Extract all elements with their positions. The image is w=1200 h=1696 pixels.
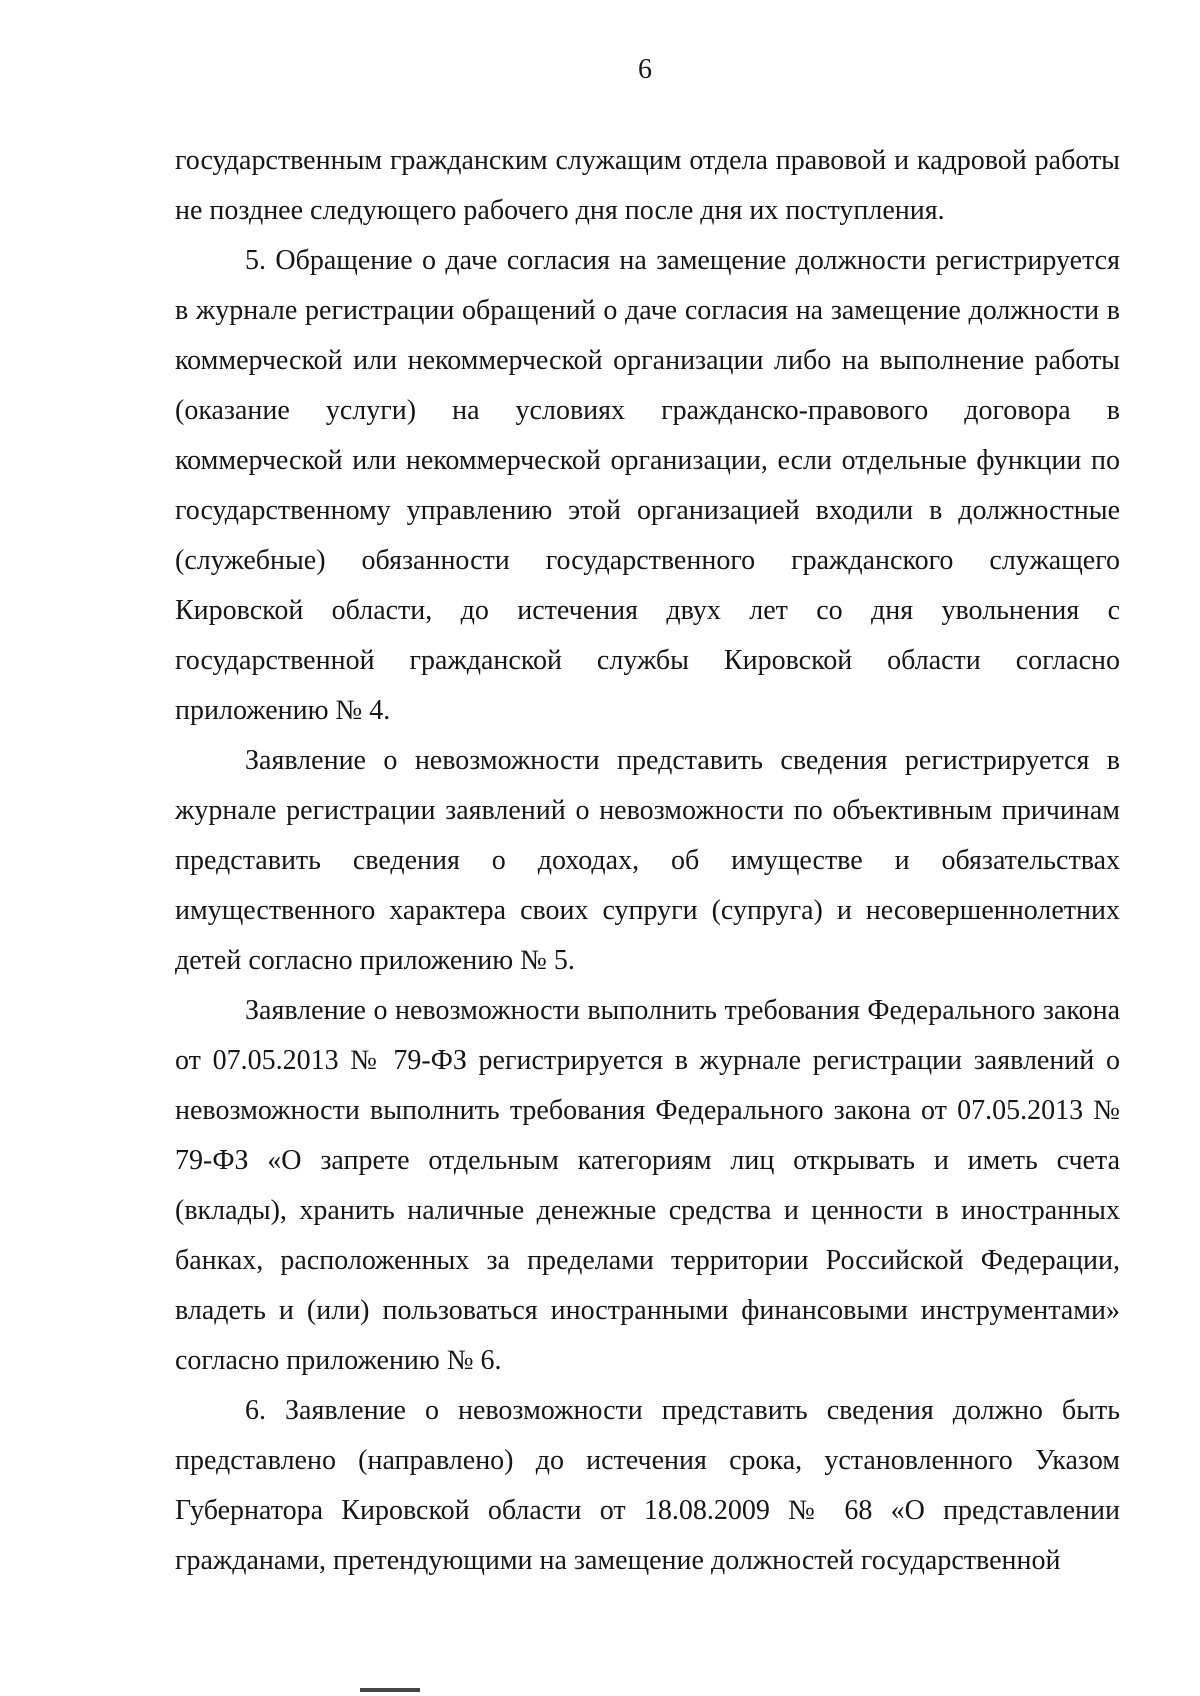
- paragraph-item-6: 6. Заявление о невозможности представить сведения должно быть представлено (направлено) до истечения срока, установленного Указом Губернатора Кировской области от 18.08.2009 № 68 «О представлении гражданами, претендующими на замещение должностей государственной: [175, 1395, 1120, 1576]
- paragraph-statement-info: Заявление о невозможности представить сведения регистрируется в журнале регистрации заявлений о невозможности по объективным причинам представить сведения о доходах, об имуществе и обязательствах имущественного характера своих супруги (супруга) и несовершеннолетних детей согласно приложению № 5.: [175, 745, 1120, 976]
- page-number: 6: [638, 54, 652, 85]
- footer-mark: [360, 1688, 420, 1692]
- paragraph-continuation: государственным гражданским служащим отдела правовой и кадровой работы не позднее следующего рабочего дня после дня их поступления.: [175, 145, 1120, 226]
- document-body: [175, 136, 1120, 1586]
- paragraph-statement-law: Заявление о невозможности выполнить требования Федерального закона от 07.05.2013 № 79-ФЗ регистрируется в журнале регистрации заявлений о невозможности выполнить требования Федерального закона от 07.05.2013 № 79-ФЗ «О запрете отдельным категориям лиц открывать и иметь счета (вклады), хранить наличные денежные средства и ценности в иностранных банках, расположенных за пределами территории Российской Федерации, владеть и (или) пользоваться иностранными финансовыми инструментами» согласно приложению № 6.: [175, 995, 1120, 1376]
- paragraph-item-5: 5. Обращение о даче согласия на замещение должности регистрируется в журнале регистрации обращений о даче согласия на замещение должности в коммерческой или некоммерческой организации либо на выполнение работы (оказание услуги) на условиях гражданско-правового договора в коммерческой или некоммерческой организации, если отдельные функции по государственному управлению этой организацией входили в должностные (служебные) обязанности государственного гражданского служащего Кировской области, до истечения двух лет со дня увольнения с государственной гражданской службы Кировской области согласно приложению № 4.: [175, 245, 1120, 726]
